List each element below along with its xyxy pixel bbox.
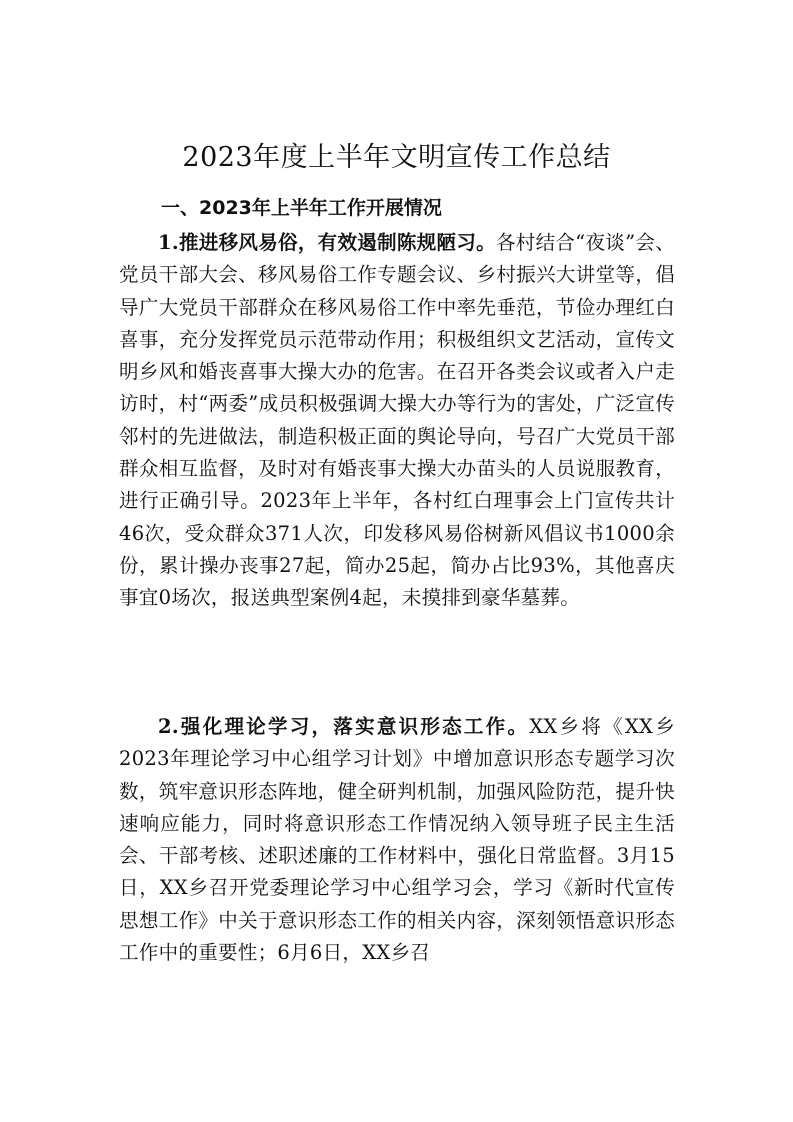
paragraph-1-lead: 1.推进移风易俗，有效遏制陈规陋习。 [158,231,496,254]
paragraph-2 [119,711,675,969]
document-title: 2023年度上半年文明宣传工作总结 [182,142,611,173]
paragraph-1 [119,227,675,615]
paragraph-2-lead: 2.强化理论学习，落实意识形态工作。 [158,715,530,738]
paragraph-2-text: XX乡将《XX乡2023年理论学习中心组学习计划》中增加意识形态专题学习次数，筑牢意识形态阵地，健全研判机制，加强风险防范，提升快速响应能力，同时将意识形态工作情况纳入领导班子民主生活会、干部考核、述职述廉的工作材料中，强化日常监督。3月15日，XX乡召开党委理论学习中心组学习会，学习《新时代宣传思想工作》中关于意识形态工作的相关内容，深刻领悟意识形态工作中的重要性；6月6日，XX乡召 [119,715,675,965]
paragraph-1-text: 各村结合“夜谈”会、党员干部大会、移风易俗工作专题会议、乡村振兴大讲堂等，倡导广大党员干部群众在移风易俗工作中率先垂范，节俭办理红白喜事，充分发挥党员示范带动作用；积极组织文艺活动，宣传文明乡风和婚丧喜事大操大办的危害。在召开各类会议或者入户走访时，村“两委”成员积极强调大操大办等行为的害处，广泛宣传邻村的先进做法，制造积极正面的舆论导向，号召广大党员干部群众相互监督，及时对有婚丧事大操大办苗头的人员说服教育，进行正确引导。2023年上半年，各村红白理事会上门宣传共计46次，受众群众371人次，印发移风易俗树新风倡议书1000余份，累计操办丧事27起，简办25起，简办占比93%，其他喜庆事宜0场次，报送典型案例4起，未摸排到豪华墓葬。 [119,231,675,610]
section-heading: 一、2023年上半年工作开展情况 [161,197,442,219]
